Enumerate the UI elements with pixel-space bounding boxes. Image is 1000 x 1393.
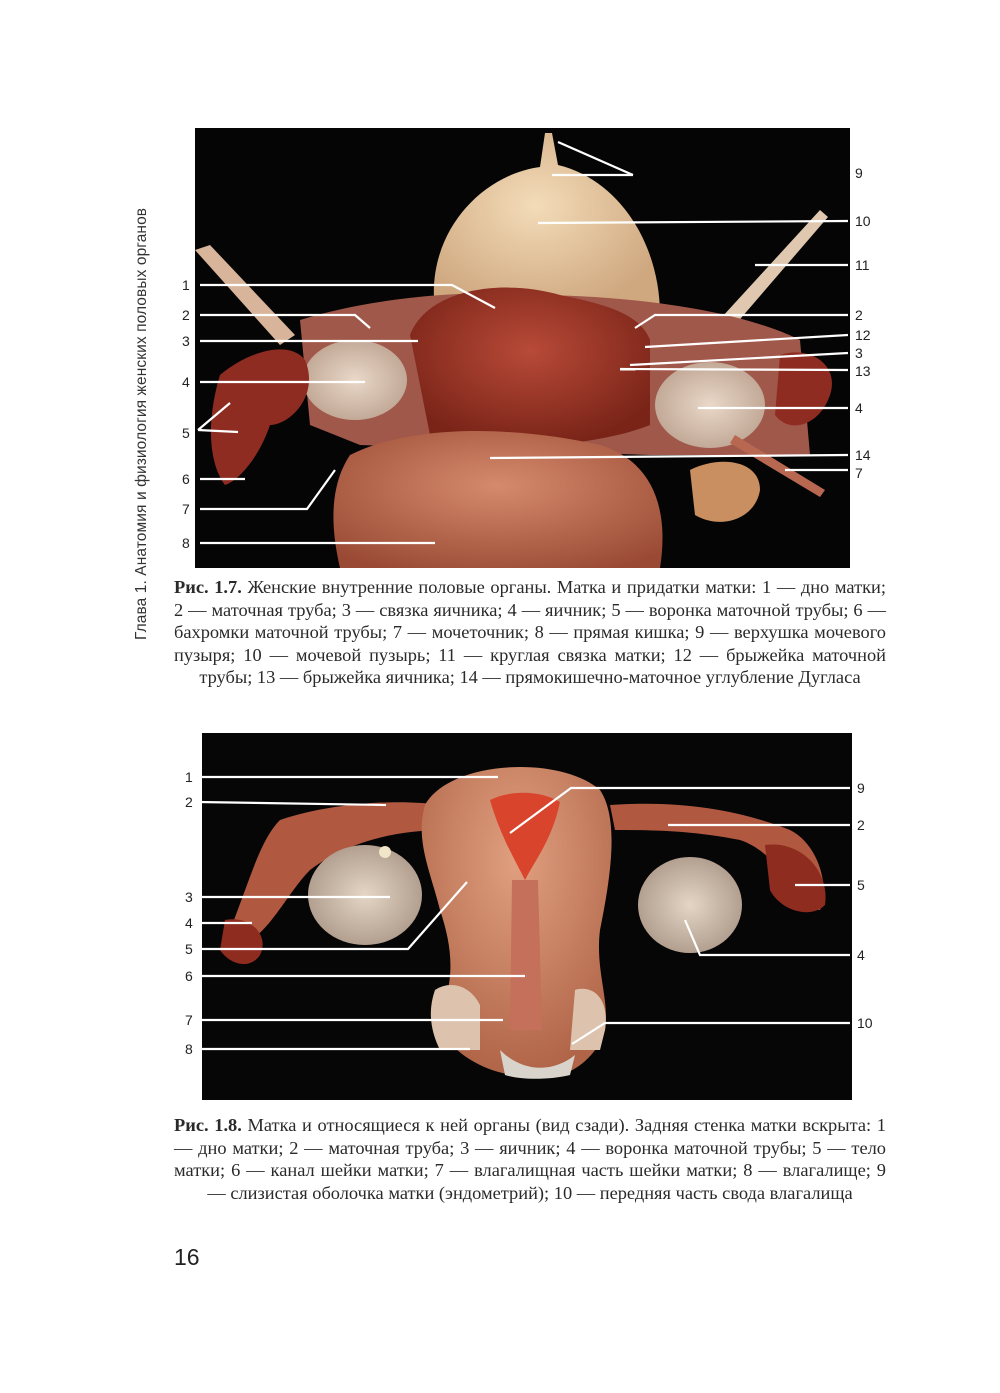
fig2-label-6: 6 <box>185 968 193 984</box>
fig2-label-2: 2 <box>185 794 193 810</box>
fig1-label-11: 11 <box>855 257 870 273</box>
fig1-label-8: 8 <box>182 535 190 551</box>
fig1-label-4-right: 4 <box>855 400 863 416</box>
fig1-label-4: 4 <box>182 374 190 390</box>
fig2-label-1: 1 <box>185 769 193 785</box>
fig1-label-9: 9 <box>855 165 863 181</box>
fig1-label-6: 6 <box>182 471 190 487</box>
fig1-label-1: 1 <box>182 277 190 293</box>
figure-1-7 <box>180 125 880 570</box>
page-number: 16 <box>174 1244 200 1270</box>
fig1-label-3: 3 <box>182 333 190 349</box>
figure-1-8-caption-text: Матка и относящиеся к ней органы (вид сзади). Задняя стенка матки вскрыта: 1 — дно матки; 2 — маточная труба; 3 — яичник; 4 — воронка маточной трубы; 5 — тело матки; 6 — канал шейки матки; 7 — влагалищная часть шейки матки; 8 — влагалище; 9 — слизистая оболочка матки (эндометрий); 10 — передняя часть свода влагалища <box>174 1115 886 1203</box>
fig1-label-7: 7 <box>182 501 190 517</box>
figure-1-7-illustration <box>180 125 880 570</box>
fig1-label-14: 14 <box>855 447 871 463</box>
fig1-label-3-right: 3 <box>855 345 863 361</box>
fig1-label-2-right: 2 <box>855 307 863 323</box>
fig1-label-12: 12 <box>855 327 871 343</box>
fig2-label-5: 5 <box>185 941 193 957</box>
figure-1-8 <box>180 730 880 1102</box>
fig2-label-10: 10 <box>857 1015 873 1031</box>
figure-1-8-caption <box>174 1114 886 1204</box>
fig2-label-9: 9 <box>857 780 865 796</box>
figure-1-7-caption-prefix: Рис. 1.7. <box>174 577 242 597</box>
fig2-label-5-right: 5 <box>857 877 865 893</box>
fig1-label-2: 2 <box>182 307 190 323</box>
chapter-title: Глава 1. Анатомия и физиология женских половых органов <box>133 207 150 640</box>
fig2-label-4-right: 4 <box>857 947 865 963</box>
fig1-label-13: 13 <box>855 363 871 379</box>
fig1-label-7-right: 7 <box>855 465 863 481</box>
fig2-label-7: 7 <box>185 1012 193 1028</box>
fig2-label-8: 8 <box>185 1041 193 1057</box>
figure-1-8-caption-prefix: Рис. 1.8. <box>174 1115 242 1135</box>
fig2-label-2-right: 2 <box>857 817 865 833</box>
figure-1-7-caption-text: Женские внутренние половые органы. Матка и придатки матки: 1 — дно матки; 2 — маточная труба; 3 — связка яичника; 4 — яичник; 5 — воронка маточной трубы; 6 — бахромки маточной трубы; 7 — мочеточник; 8 — прямая кишка; 9 — верхушка мочевого пузыря; 10 — мочевой пузырь; 11 — круглая связка матки; 12 — брыжейка маточной трубы; 13 — брыжейка яичника; 14 — прямокишечно-маточное углубление Дугласа <box>174 577 886 688</box>
fig2-label-3: 3 <box>185 889 193 905</box>
figure-1-7-caption <box>174 576 886 689</box>
fig1-label-5: 5 <box>182 425 190 441</box>
figure-1-8-illustration <box>180 730 880 1102</box>
fig1-label-10: 10 <box>855 213 871 229</box>
fig2-label-4: 4 <box>185 915 193 931</box>
